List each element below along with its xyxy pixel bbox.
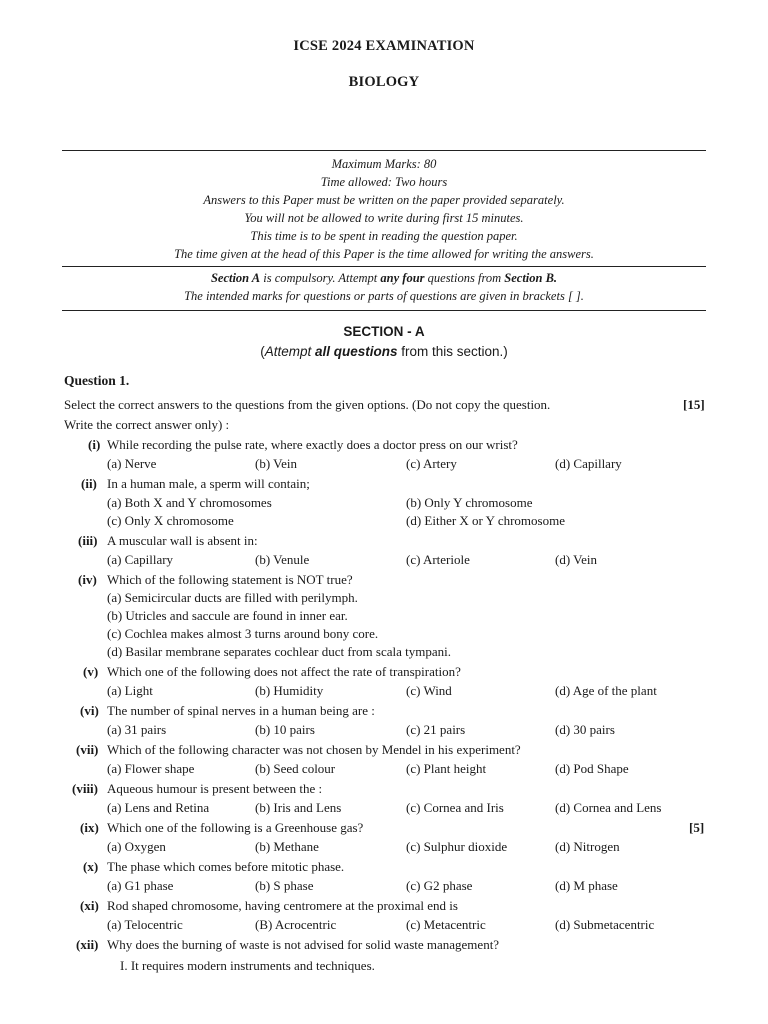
option: (d) Submetacentric xyxy=(555,917,655,932)
marks-badge: [15] xyxy=(683,397,705,412)
instruction-line: This time is to be spent in reading the question paper. xyxy=(250,229,518,243)
option: (b) Only Y chromosome xyxy=(406,495,533,510)
option: (b) Vein xyxy=(255,456,298,471)
exam-title: ICSE 2024 EXAMINATION xyxy=(293,38,475,54)
question-intro: Write the correct answer only) : xyxy=(64,417,230,432)
item-text: In a human male, a sperm will contain; xyxy=(107,476,310,491)
subject-title: BIOLOGY xyxy=(348,74,420,90)
item-text: While recording the pulse rate, where exactly does a doctor press on our wrist? xyxy=(107,437,518,452)
option: (d) Either X or Y chromosome xyxy=(406,513,565,528)
option: (b) Iris and Lens xyxy=(255,800,342,815)
option: (c) Sulphur dioxide xyxy=(406,839,508,854)
option: (a) Capillary xyxy=(107,552,174,567)
item-number: (ii) xyxy=(81,476,97,491)
option: (c) G2 phase xyxy=(406,878,473,893)
item-number: (viii) xyxy=(72,781,98,796)
instruction-line: The time given at the head of this Paper is the time allowed for writing the answers. xyxy=(174,247,594,261)
option: (b) 10 pairs xyxy=(255,722,315,737)
option: (b) Venule xyxy=(255,552,310,567)
option: (d) Nitrogen xyxy=(555,839,620,854)
option: (a) Light xyxy=(107,683,153,698)
item-text: A muscular wall is absent in: xyxy=(107,533,258,548)
section-title: SECTION - A xyxy=(343,324,425,339)
question-intro: Select the correct answers to the questions from the given options. (Do not copy the question. xyxy=(64,397,551,412)
option: (d) Basilar membrane separates cochlear duct from scala tympani. xyxy=(107,644,451,659)
item-number: (vii) xyxy=(76,742,99,757)
option: (d) Pod Shape xyxy=(555,761,629,776)
option: (a) Telocentric xyxy=(107,917,183,932)
item-number: (i) xyxy=(88,437,101,452)
option: (c) Metacentric xyxy=(406,917,486,932)
marks-note: The intended marks for questions or parts of questions are given in brackets [ ]. xyxy=(184,289,584,303)
item-number: (vi) xyxy=(80,703,99,718)
option: (a) Nerve xyxy=(107,456,157,471)
option: (a) G1 phase xyxy=(107,878,174,893)
option: (b) S phase xyxy=(255,878,314,893)
divider xyxy=(62,150,706,151)
option: (d) Cornea and Lens xyxy=(555,800,662,815)
item-text: The number of spinal nerves in a human being are : xyxy=(107,703,375,718)
item-number: (iii) xyxy=(78,533,98,548)
option: (c) Wind xyxy=(406,683,452,698)
item-text: Rod shaped chromosome, having centromere at the proximal end is xyxy=(107,898,458,913)
option: (c) Cochlea makes almost 3 turns around bony core. xyxy=(107,626,379,641)
item-text: Which of the following statement is NOT true? xyxy=(107,572,353,587)
option: (a) Oxygen xyxy=(107,839,166,854)
option: (c) Plant height xyxy=(406,761,487,776)
option: (c) Cornea and Iris xyxy=(406,800,504,815)
item-number: (ix) xyxy=(80,820,99,835)
item-number: (v) xyxy=(83,664,99,679)
option: (b) Seed colour xyxy=(255,761,336,776)
option: (c) Artery xyxy=(406,456,457,471)
option: (d) M phase xyxy=(555,878,618,893)
option: (d) 30 pairs xyxy=(555,722,615,737)
option: (b) Utricles and saccule are found in inner ear. xyxy=(107,608,348,623)
item-text: Aqueous humour is present between the : xyxy=(107,781,323,796)
option: (a) Semicircular ducts are filled with perilymph. xyxy=(107,590,358,605)
option: (d) Age of the plant xyxy=(555,683,657,698)
option: (d) Vein xyxy=(555,552,598,567)
option: (a) Lens and Retina xyxy=(107,800,210,815)
option: (c) Only X chromosome xyxy=(107,513,234,528)
instruction-line: You will not be allowed to write during first 15 minutes. xyxy=(244,211,524,225)
option: (d) Capillary xyxy=(555,456,622,471)
max-marks: Maximum Marks: 80 xyxy=(331,157,437,171)
option: (a) 31 pairs xyxy=(107,722,167,737)
option: (a) Both X and Y chromosomes xyxy=(107,495,272,510)
option: (a) Flower shape xyxy=(107,761,195,776)
item-text: Which one of the following is a Greenhouse gas? xyxy=(107,820,364,835)
item-number: (iv) xyxy=(78,572,97,587)
item-number: (x) xyxy=(83,859,99,874)
option: (c) Arteriole xyxy=(406,552,470,567)
item-text: Why does the burning of waste is not advised for solid waste management? xyxy=(107,937,500,952)
item-text: The phase which comes before mitotic phase. xyxy=(107,859,345,874)
option: (b) Methane xyxy=(255,839,319,854)
section-subtitle: (Attempt all questions from this section.) xyxy=(260,344,508,359)
option: (c) 21 pairs xyxy=(406,722,466,737)
option: (B) Acrocentric xyxy=(255,917,337,932)
instruction-line: Answers to this Paper must be written on the paper provided separately. xyxy=(203,193,565,207)
option: (b) Humidity xyxy=(255,683,324,698)
divider xyxy=(62,266,706,267)
item-number: (xi) xyxy=(80,898,99,913)
item-text: Which of the following character was not chosen by Mendel in his experiment? xyxy=(107,742,521,757)
time-allowed: Time allowed: Two hours xyxy=(320,175,448,189)
marks-badge: [5] xyxy=(689,820,705,835)
question-heading: Question 1. xyxy=(64,373,130,388)
section-instruction: Section A is compulsory. Attempt any four questions from Section B. xyxy=(210,271,558,285)
option: I. It requires modern instruments and techniques. xyxy=(120,958,375,973)
item-text: Which one of the following does not affect the rate of transpiration? xyxy=(107,664,461,679)
item-number: (xii) xyxy=(76,937,99,952)
divider xyxy=(62,310,706,311)
